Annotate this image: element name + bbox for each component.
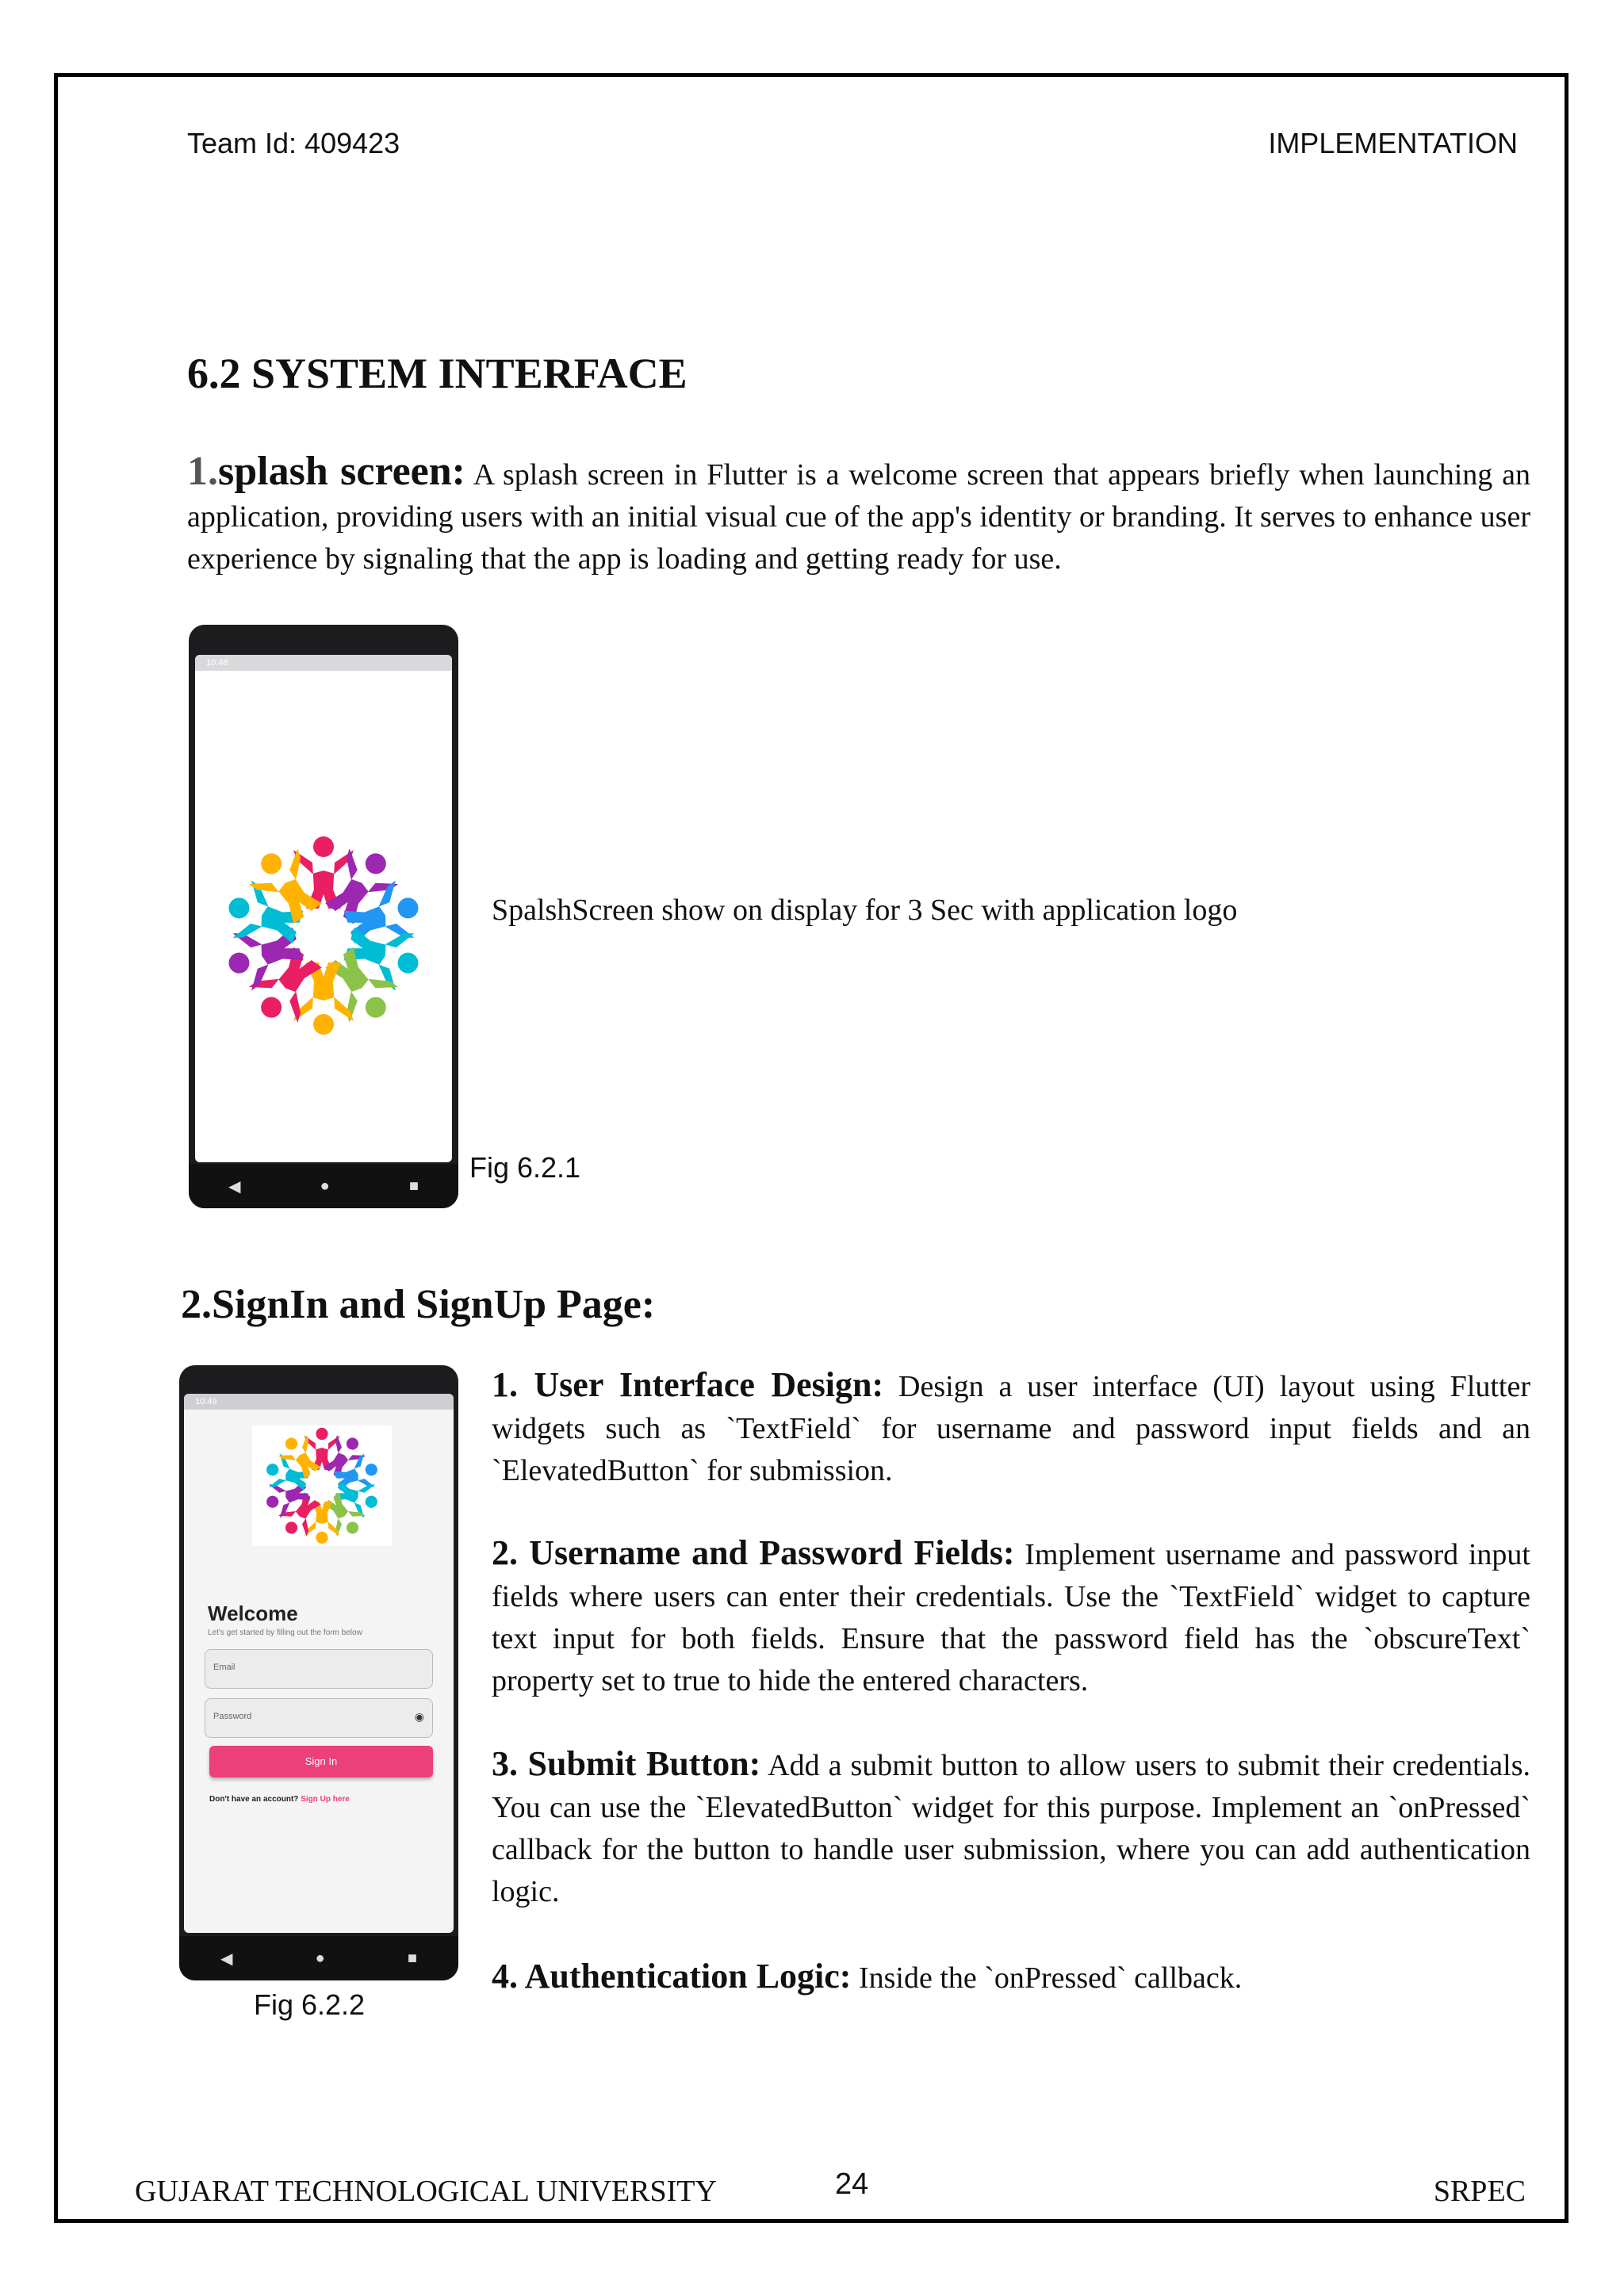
back-icon: ◀ [228, 1177, 241, 1196]
footer-college: SRPEC [1433, 2175, 1526, 2208]
point-2-title: 2. Username and Password Fields: [492, 1533, 1015, 1572]
splash-paragraph [187, 450, 1530, 580]
splash-heading: splash screen: [218, 449, 465, 494]
point-1 [492, 1364, 1530, 1492]
back-icon: ◀ [220, 1950, 233, 1968]
splash-description: SpalshScreen show on display for 3 Sec with application logo [492, 894, 1238, 927]
section-title: 6.2 SYSTEM INTERFACE [187, 350, 688, 397]
point-3-title: 3. Submit Button: [492, 1744, 761, 1783]
home-icon: ● [315, 1949, 325, 1967]
welcome-title: Welcome [208, 1601, 298, 1625]
status-bar: 10:48 [195, 655, 452, 671]
section-label: IMPLEMENTATION [1268, 127, 1518, 159]
sign-up-link[interactable]: Sign Up here [301, 1795, 350, 1804]
point-4-text: Inside the `onPressed` callback. [858, 1961, 1243, 1995]
android-nav-bar [189, 1164, 458, 1208]
status-bar: 10:49 [184, 1394, 454, 1410]
point-2 [492, 1532, 1530, 1702]
team-id: Team Id: 409423 [187, 127, 400, 159]
point-1-text: Design a user interface (UI) layout using Flutter widgets such as `TextField` for username and password input fields and an `ElevatedButton` for submission. [492, 1370, 1531, 1487]
splash-phone-screen [195, 655, 452, 1162]
point-1-title: 1. User Interface Design: [492, 1365, 884, 1404]
point-3 [492, 1743, 1530, 1913]
recents-icon: ■ [408, 1177, 419, 1195]
password-placeholder: Password [213, 1712, 252, 1721]
signin-phone-mockup [179, 1365, 458, 1980]
page-number: 24 [835, 2168, 869, 2201]
point-4 [492, 1955, 1530, 1999]
splash-phone-mockup [189, 625, 458, 1208]
eye-icon[interactable]: ◉ [414, 1710, 424, 1723]
no-account-text: Don't have an account? [209, 1795, 299, 1804]
signup-prompt [209, 1795, 350, 1804]
point-2-text: Implement username and password input fields where users can enter their credentials. Use the `TextField` widget to capture text input for both fields. Ensure that the password field has the `obscureText` property set to true to hide the entered characters. [492, 1538, 1530, 1697]
point-3-text: Add a submit button to allow users to submit their credentials. You can use the `ElevatedButton` widget for this purpose. Implement an `onPressed` callback for the button to handle user submission, where you can add authentication logic. [492, 1749, 1530, 1908]
splash-number: 1. [187, 449, 218, 494]
sign-in-button[interactable]: Sign In [209, 1746, 433, 1777]
point-4-title: 4. Authentication Logic: [492, 1957, 852, 1996]
signin-phone-screen [184, 1394, 454, 1933]
figure-caption-1: Fig 6.2.1 [469, 1151, 581, 1184]
email-input[interactable]: Email [205, 1649, 433, 1689]
app-logo-icon [220, 832, 427, 1039]
home-icon: ● [320, 1177, 330, 1195]
footer-university: GUJARAT TECHNOLOGICAL UNIVERSITY [135, 2175, 717, 2208]
android-nav-bar [179, 1936, 458, 1980]
logo-box [252, 1425, 392, 1546]
signin-heading: 2.SignIn and SignUp Page: [181, 1282, 656, 1327]
recents-icon: ■ [407, 1949, 417, 1967]
figure-caption-2: Fig 6.2.2 [254, 1988, 366, 2021]
password-input[interactable] [205, 1698, 433, 1738]
app-logo-icon [262, 1425, 382, 1546]
splash-text: A splash screen in Flutter is a welcome screen that appears briefly when launching an application, providing users with an initial visual cue of the app's identity or branding. It serves to enhance user experience by signaling that the app is loading and getting ready for use. [187, 458, 1531, 576]
welcome-subtitle: Let's get started by filling out the form below [208, 1628, 362, 1637]
